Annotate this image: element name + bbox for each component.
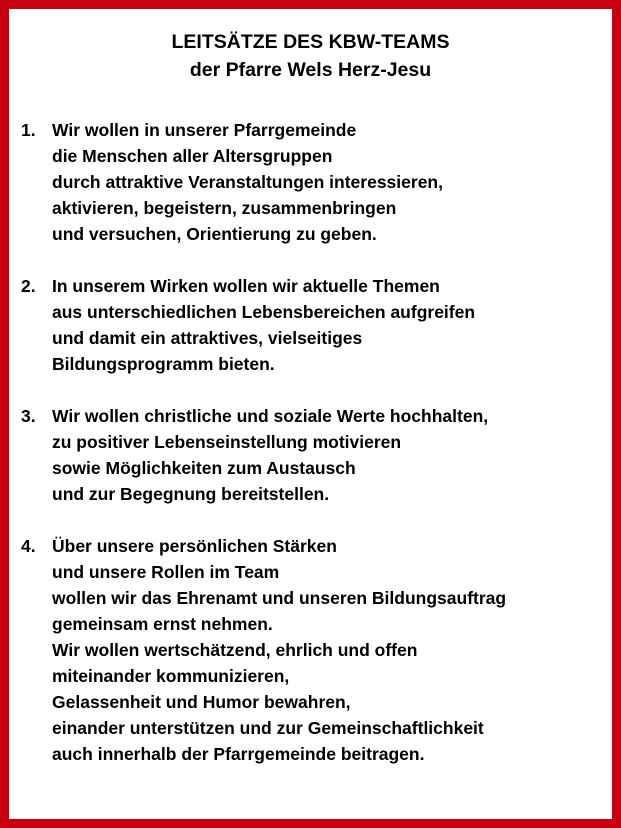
principle-line: wollen wir das Ehrenamt und unseren Bildungsauftrag xyxy=(52,588,507,608)
principle-line: aus unterschiedlichen Lebensbereichen aufgreifen xyxy=(52,302,476,322)
principle-line: sowie Möglichkeiten zum Austausch xyxy=(52,458,356,478)
principle-line: und unsere Rollen im Team xyxy=(52,562,280,582)
principle-line: Bildungsprogramm bieten. xyxy=(52,354,275,374)
principle-line: gemeinsam ernst nehmen. xyxy=(52,614,273,634)
principle-line: miteinander kommunizieren, xyxy=(52,666,290,686)
principle-line: Wir wollen wertschätzend, ehrlich und offen xyxy=(52,640,418,660)
principle-2 xyxy=(21,273,606,377)
principles-list xyxy=(21,117,606,793)
principle-line: Gelassenheit und Humor bewahren, xyxy=(52,692,351,712)
principle-4 xyxy=(21,533,606,767)
principle-1 xyxy=(21,117,606,247)
principle-line: Wir wollen christliche und soziale Werte hochhalten, xyxy=(52,406,489,426)
principle-number: 3. xyxy=(21,406,36,426)
page-title xyxy=(9,28,612,84)
principle-line: und versuchen, Orientierung zu geben. xyxy=(52,224,377,244)
principle-number: 1. xyxy=(21,120,36,140)
principle-line: auch innerhalb der Pfarrgemeinde beitragen. xyxy=(52,744,425,764)
principle-number: 4. xyxy=(21,536,36,556)
principle-number: 2. xyxy=(21,276,36,296)
title-line-2: der Pfarre Wels Herz-Jesu xyxy=(189,59,432,81)
principle-line: durch attraktive Veranstaltungen interessieren, xyxy=(52,172,443,192)
principle-line: einander unterstützen und zur Gemeinschaftlichkeit xyxy=(52,718,484,738)
principle-line: In unserem Wirken wollen wir aktuelle Themen xyxy=(52,276,440,296)
principle-line: und damit ein attraktives, vielseitiges xyxy=(52,328,363,348)
principle-line: und zur Begegnung bereitstellen. xyxy=(52,484,330,504)
principle-line: Wir wollen in unserer Pfarrgemeinde xyxy=(52,120,357,140)
principle-line: zu positiver Lebenseinstellung motivieren xyxy=(52,432,402,452)
principle-line: die Menschen aller Altersgruppen xyxy=(52,146,333,166)
principle-3 xyxy=(21,403,606,507)
principle-line: Über unsere persönlichen Stärken xyxy=(52,536,337,556)
title-line-1: LEITSÄTZE DES KBW-TEAMS xyxy=(171,31,450,53)
principle-line: aktivieren, begeistern, zusammenbringen xyxy=(52,198,397,218)
